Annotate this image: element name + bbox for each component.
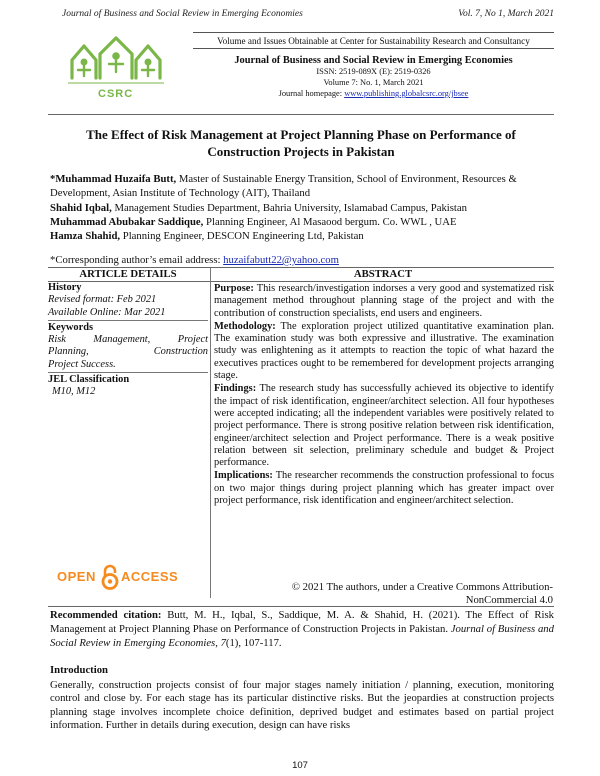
author-name: Shahid Iqbal,	[50, 201, 112, 214]
findings-text: The research study has successfully achieved its objective to identify the impact of risk identification, engineer/architect selection. All four hypotheses were accepted indicating; all the independent variables were positively related to project performance. There is strong positive relation between risk identification, engineer/architect selection and Project performance. There is a weak positive relation between sit selection, preliminary schedule and budget & Project performance.	[214, 383, 554, 469]
author-name: *Muhammad Huzaifa Butt,	[50, 173, 177, 185]
corresponding-label: *Corresponding author’s email address:	[50, 254, 224, 266]
header-center-line: Volume and Issues Obtainable at Center for Sustainability Research and Consultancy	[193, 33, 554, 49]
history-divider	[48, 320, 208, 321]
keywords-line: Risk Management, Project	[48, 334, 208, 346]
author-name: Hamza Shahid,	[50, 230, 121, 243]
header-homepage	[193, 88, 554, 99]
table-column-divider	[210, 268, 211, 598]
purpose-text: This research/investigation indorses a very good and systematized risk management method throughout planning stage of the project and with the contribution of construction specialists, end users and engineers.	[214, 283, 554, 319]
available-date: Available Online: Mar 2021	[48, 306, 166, 318]
header-divider	[48, 114, 554, 115]
abstract-body	[214, 283, 554, 508]
author-affiliation: Planning Engineer, DESCON Engineering Ltd, Pakistan	[120, 230, 364, 243]
findings-label: Findings:	[214, 383, 257, 395]
author-entry	[50, 201, 554, 215]
jel-codes: M10, M12	[52, 386, 96, 398]
methodology-text: The exploration project utilized quantitative examination plan. The examination study was both expressive and illustrative. The examination study was enlightening as it attempts to reaction the topic of what hazard the executives practices ought to be remembered for development projects arranging stage.	[214, 320, 554, 382]
citation-volume: 7	[220, 637, 226, 650]
page-number: 107	[292, 760, 308, 771]
introduction-body: Generally, construction projects consist of four major stages namely initiation / planning, execution, monitoring control and close by. For each stage has its particular distinctive risks. But the jeopardies at construction projects planning stage involves incomplete choice definition, deprived budget and estimates based on partial project information. Further in details during execution, design can have risks	[50, 679, 554, 732]
copyright-notice	[220, 581, 553, 607]
revised-date: Revised format: Feb 2021	[48, 294, 157, 306]
jel-label: JEL Classification	[48, 374, 130, 386]
citation-sep: ,	[215, 637, 221, 650]
running-header-volume: Vol. 7, No 1, March 2021	[458, 9, 554, 19]
keywords-divider	[48, 372, 208, 373]
author-affiliation: Planning Engineer, Al Masaood bergum. Co. WWL , UAE	[203, 215, 457, 228]
citation-label: Recommended citation:	[50, 609, 162, 621]
author-entry	[50, 215, 554, 229]
citation-text: Butt, M. H., Iqbal, S., Saddique, M. A. & Shahid, H. (2021). The Effect of Risk Management at Project Planning Phase on Performance of Construction Projects in Pakistan.	[50, 609, 554, 636]
author-list	[50, 172, 554, 243]
article-details-panel	[48, 282, 208, 399]
keywords-label: Keywords	[48, 321, 94, 333]
implications-label: Implications:	[214, 470, 273, 482]
author-entry	[50, 172, 554, 201]
author-entry	[50, 229, 554, 243]
citation-pages: (1), 107-117.	[225, 637, 282, 650]
implications-text: The researcher recommends the construction professional to focus on two major things during project planning which has greater impact over project performance, risk identification and engineer/architect selection.	[214, 470, 554, 507]
corresponding-email-link[interactable]: huzaifabutt22@yahoo.com	[223, 254, 339, 266]
recommended-citation	[50, 608, 554, 651]
abstract-purpose	[214, 283, 554, 320]
journal-header	[193, 32, 554, 110]
author-name: Muhammad Abubakar Saddique,	[50, 215, 204, 228]
purpose-label: Purpose:	[214, 283, 254, 294]
running-header-journal: Journal of Business and Social Review in Emerging Economies	[62, 9, 303, 19]
header-issn: ISSN: 2519-089X (E): 2519-0326	[316, 67, 431, 76]
history-label: History	[48, 282, 82, 293]
csrc-logo	[62, 32, 174, 104]
abstract-findings	[214, 383, 554, 469]
author-affiliation: Management Studies Department, Bahria University, Islamabad Campus, Pakistan	[111, 201, 467, 214]
open-access-logo	[57, 564, 187, 590]
introduction-heading: Introduction	[50, 664, 109, 676]
keywords-line: Planning, Construction	[48, 346, 208, 358]
article-title: The Effect of Risk Management at Project Planning Phase on Performance of Construction Projects in Pakistan	[86, 127, 516, 159]
abstract-implications	[214, 470, 554, 507]
copyright-line: © 2021 The authors, under a Creative Commons Attribution-	[291, 581, 553, 593]
homepage-label: Journal homepage:	[278, 89, 345, 98]
abstract-methodology	[214, 321, 554, 382]
citation-journal: Journal of Business and Social Review in Emerging Economies	[50, 623, 554, 650]
open-access-access-text: ACCESS	[121, 569, 179, 584]
article-details-heading: ARTICLE DETAILS	[79, 268, 177, 280]
header-journal-name: Journal of Business and Social Review in Emerging Economies	[234, 55, 513, 66]
methodology-label: Methodology:	[214, 320, 276, 332]
open-access-open-text: OPEN	[57, 569, 96, 584]
abstract-heading: ABSTRACT	[353, 268, 413, 280]
keywords-line: Project Success.	[48, 358, 116, 370]
csrc-logo-text: CSRC	[98, 88, 134, 100]
table-bottom-rule	[48, 606, 554, 607]
header-issue: Volume 7: No. 1, March 2021	[323, 78, 424, 87]
open-lock-icon	[101, 564, 119, 590]
corresponding-author	[50, 254, 554, 266]
homepage-link[interactable]: www.publishing.globalcsrc.org/jbsee	[344, 89, 469, 98]
author-affiliation: Master of Sustainable Energy Transition, School of Environment, Resources & Development, Asian Institute of Technology (AIT), Thailand	[50, 173, 517, 200]
copyright-line: NonCommercial 4.0	[465, 594, 553, 606]
